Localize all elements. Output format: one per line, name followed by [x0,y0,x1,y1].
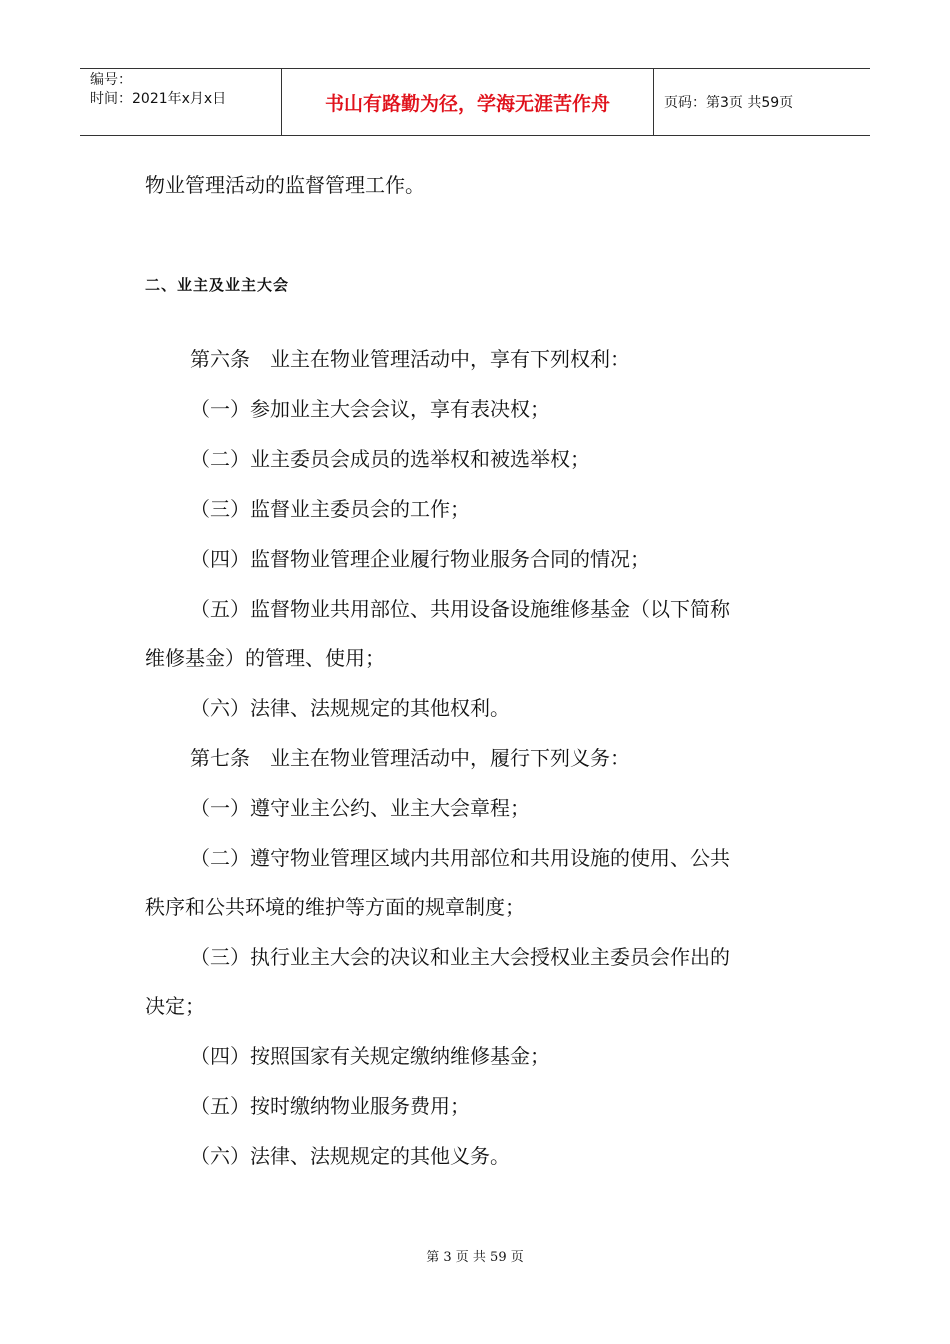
article-7-heading: 第七条 业主在物业管理活动中，履行下列义务： [190,746,630,770]
article-7-item-5: （五）按时缴纳物业服务费用； [190,1094,470,1118]
header-meta [80,69,282,135]
article-6-heading: 第六条 业主在物业管理活动中，享有下列权利： [190,347,630,371]
article-6-item-6: （六）法律、法规规定的其他权利。 [190,696,510,720]
article-7-item-3: （三）执行业主大会的决议和业主大会授权业主委员会作出的 [190,945,730,969]
header-motto: 书山有路勤为径，学海无涯苦作舟 [282,69,654,135]
article-7-item-3-cont: 决定； [145,994,205,1018]
article-6-item-2: （二）业主委员会成员的选举权和被选举权； [190,447,590,471]
article-6-item-3: （三）监督业主委员会的工作； [190,497,470,521]
time-label: 时间：2021年x月x日 [90,91,227,107]
document-header [80,68,870,136]
article-7-item-4: （四）按照国家有关规定缴纳维修基金； [190,1044,550,1068]
article-6-item-5: （五）监督物业共用部位、共用设备设施维修基金（以下简称 [190,597,730,621]
section-title: 二、业主及业主大会 [145,276,290,294]
article-7-item-1: （一）遵守业主公约、业主大会章程； [190,796,530,820]
page-footer: 第 3 页 共 59 页 [426,1250,524,1265]
article-7-item-2: （二）遵守物业管理区域内共用部位和共用设施的使用、公共 [190,846,730,870]
continuation-text: 物业管理活动的监督管理工作。 [145,173,425,197]
header-page-info: 页码：第3页 共59页 [664,95,794,111]
article-7-item-2-cont: 秩序和公共环境的维护等方面的规章制度； [145,895,525,919]
number-label: 编号： [90,72,132,88]
article-6-item-4: （四）监督物业管理企业履行物业服务合同的情况； [190,547,650,571]
article-6-item-5-cont: 维修基金）的管理、使用； [145,646,385,670]
article-7-item-6: （六）法律、法规规定的其他义务。 [190,1144,510,1168]
article-6-item-1: （一）参加业主大会会议，享有表决权； [190,397,550,421]
